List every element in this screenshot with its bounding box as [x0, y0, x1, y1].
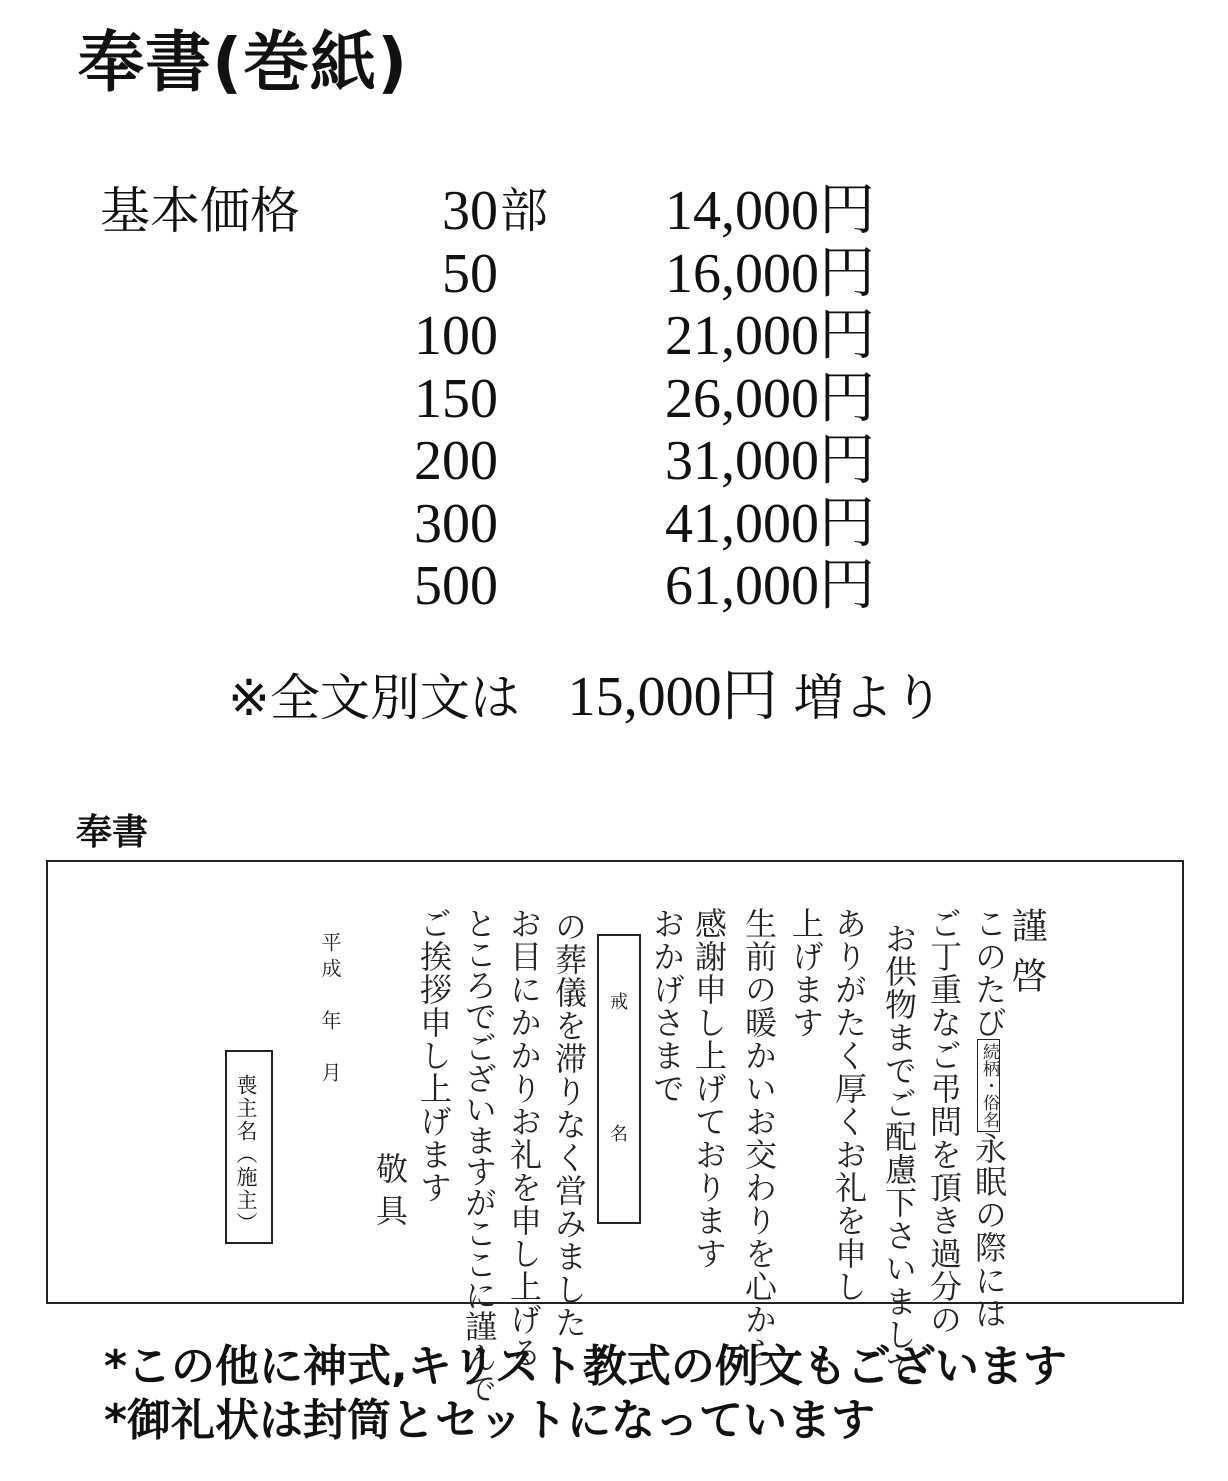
kaimyo-char: 戒 — [610, 992, 628, 1013]
letter-line: 生前の暖かいお交わりを心から — [740, 907, 778, 1369]
note-suffix: 増より — [793, 669, 944, 727]
chief-mourner-name: 喪主名（施主） — [234, 1074, 258, 1235]
price-label: 基本価格 — [100, 182, 300, 240]
price-amount: 21,000円 — [665, 305, 875, 367]
price-row — [0, 493, 1228, 556]
letter-line: お目にかかりお礼を申し上げる — [505, 907, 543, 1369]
letter-line: おかげさまで — [648, 907, 686, 1105]
price-qty: 30 — [442, 180, 498, 242]
posthumous-name-box — [597, 934, 641, 1224]
price-row — [0, 555, 1228, 618]
extra-text-note — [228, 667, 944, 728]
letter-line: の葬儀を滞りなく営みました — [550, 910, 588, 1339]
letter-line: 感謝申し上げております — [690, 907, 728, 1270]
price-qty: 200 — [414, 430, 498, 492]
letter-line: ありがたく厚くお礼を申し — [830, 907, 868, 1303]
footer-notes — [104, 1340, 1067, 1448]
note-amount: 15,000円 — [567, 666, 778, 728]
price-row — [0, 243, 1228, 306]
price-table — [0, 180, 1228, 618]
footer-note: *この他に神式,キリスト教式の例文もございます — [104, 1341, 1067, 1392]
footer-note: *御礼状は封筒とセットになっています — [104, 1395, 876, 1446]
letter-line: ご挨拶申し上げます — [415, 907, 453, 1204]
price-row — [0, 430, 1228, 493]
price-amount: 26,000円 — [665, 367, 875, 430]
price-qty: 300 — [414, 492, 498, 555]
sample-label: 奉書 — [76, 812, 149, 853]
price-amount: 14,000円 — [665, 180, 875, 242]
price-row — [0, 368, 1228, 431]
price-unit: 部 — [500, 183, 549, 239]
price-qty: 150 — [414, 367, 498, 430]
note-prefix: ※全文別文は — [228, 669, 520, 727]
price-amount: 31,000円 — [665, 430, 875, 492]
price-qty: 100 — [414, 305, 498, 367]
letter-line-part: 永眠の際には — [970, 1132, 1008, 1330]
letter-line: 上げます — [787, 907, 825, 1039]
price-qty: 500 — [414, 555, 498, 617]
letter-line: お供物までご配慮下さいまして — [880, 922, 918, 1384]
price-amount: 16,000円 — [665, 242, 875, 305]
price-row — [0, 305, 1228, 368]
letter-line-part: このたび — [970, 907, 1008, 1039]
page-title: 奉書(巻紙) — [78, 24, 409, 101]
letter-line — [970, 907, 1008, 1330]
relation-name-box: 続柄・俗名 — [977, 1039, 1000, 1132]
letter-line: ご丁重なご弔問を頂き過分の — [925, 907, 963, 1336]
letter-greeting: 謹啓 — [1006, 907, 1047, 1007]
price-amount: 61,000円 — [665, 555, 875, 617]
kaimyo-char: 名 — [610, 1124, 628, 1145]
price-amount: 41,000円 — [665, 492, 875, 555]
letter-closing: 敬具 — [371, 1152, 409, 1236]
letter-date: 平成 年 月 — [318, 932, 342, 1088]
chief-mourner-box — [225, 1050, 273, 1244]
price-row — [0, 180, 1228, 243]
price-qty: 50 — [442, 242, 498, 305]
letter-line: ところでございますがここに謹んで — [460, 907, 498, 1403]
